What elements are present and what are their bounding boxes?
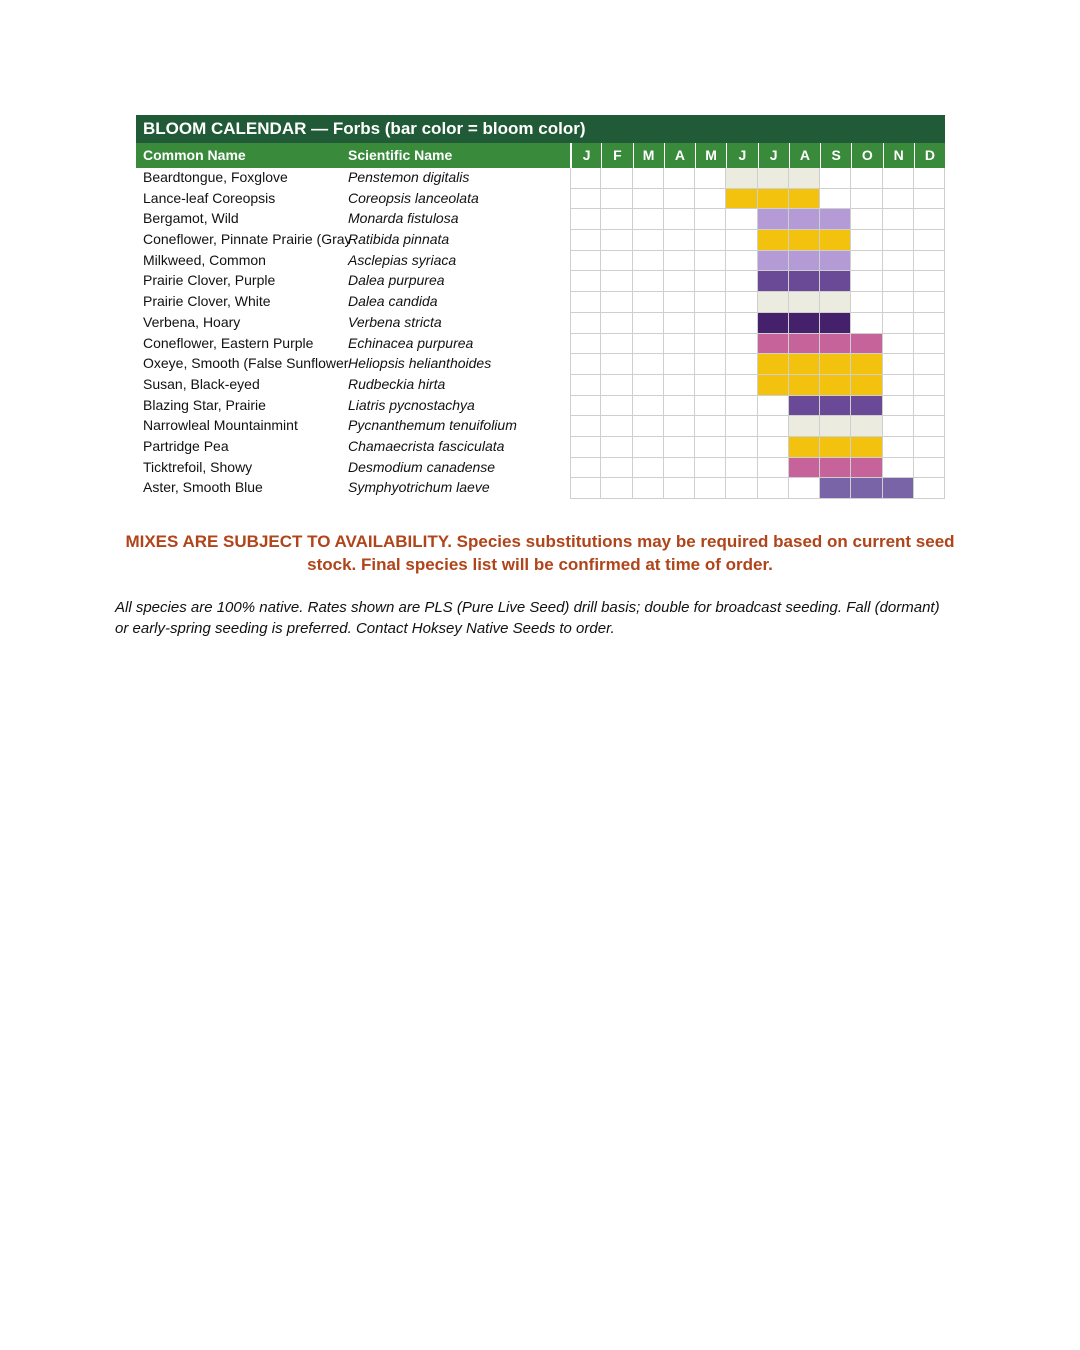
scientific-name: Rudbeckia hirta (348, 375, 446, 392)
empty-cell (726, 437, 757, 458)
empty-cell (914, 334, 945, 355)
common-name: Coneflower, Pinnate Prairie (Gray (143, 231, 352, 248)
common-name: Beardtongue, Foxglove (143, 169, 288, 185)
scientific-name: Heliopsis helianthoides (348, 355, 492, 372)
empty-cell (726, 251, 757, 272)
species-row (136, 230, 945, 251)
bloom-months (570, 437, 945, 458)
empty-cell (601, 251, 632, 272)
bloom-cell (851, 375, 882, 396)
bloom-cell (789, 168, 820, 189)
empty-cell (883, 292, 914, 313)
species-row (136, 396, 945, 417)
calendar-header-row (136, 143, 945, 168)
empty-cell (633, 230, 664, 251)
empty-cell (664, 313, 695, 334)
scientific-name: Chamaecrista fasciculata (348, 437, 505, 454)
empty-cell (726, 209, 757, 230)
empty-cell (570, 375, 601, 396)
bloom-cell (820, 313, 851, 334)
empty-cell (633, 251, 664, 272)
empty-cell (695, 334, 726, 355)
empty-cell (758, 416, 789, 437)
empty-cell (633, 292, 664, 313)
bloom-months (570, 396, 945, 417)
common-name: Verbena, Hoary (143, 313, 241, 330)
empty-cell (601, 209, 632, 230)
empty-cell (633, 396, 664, 417)
bloom-cell (851, 354, 882, 375)
bloom-months (570, 334, 945, 355)
empty-cell (570, 271, 601, 292)
empty-cell (664, 292, 695, 313)
empty-cell (664, 396, 695, 417)
scientific-name: Asclepias syriaca (348, 251, 457, 268)
empty-cell (914, 437, 945, 458)
empty-cell (601, 416, 632, 437)
empty-cell (726, 313, 757, 334)
scientific-name: Dalea candida (348, 293, 438, 310)
empty-cell (914, 375, 945, 396)
empty-cell (570, 437, 601, 458)
empty-cell (664, 478, 695, 499)
empty-cell (601, 334, 632, 355)
scientific-name: Dalea purpurea (348, 272, 445, 289)
empty-cell (695, 437, 726, 458)
species-row (136, 251, 945, 272)
empty-cell (758, 458, 789, 479)
empty-cell (633, 375, 664, 396)
bloom-cell (820, 251, 851, 272)
bloom-cell (789, 354, 820, 375)
empty-cell (664, 437, 695, 458)
scientific-name: Echinacea purpurea (348, 334, 474, 351)
empty-cell (914, 458, 945, 479)
empty-cell (914, 230, 945, 251)
bloom-months (570, 458, 945, 479)
species-row (136, 209, 945, 230)
species-row (136, 416, 945, 437)
month-header: A (789, 143, 820, 168)
month-header: S (820, 143, 851, 168)
empty-cell (851, 168, 882, 189)
empty-cell (695, 209, 726, 230)
empty-cell (601, 292, 632, 313)
empty-cell (883, 334, 914, 355)
empty-cell (758, 437, 789, 458)
bloom-cell (820, 375, 851, 396)
bloom-cell (758, 292, 789, 313)
bloom-cell (789, 251, 820, 272)
empty-cell (570, 292, 601, 313)
species-row (136, 313, 945, 334)
empty-cell (726, 354, 757, 375)
bloom-cell (820, 292, 851, 313)
common-name: Milkweed, Common (143, 251, 266, 268)
bloom-months (570, 416, 945, 437)
empty-cell (914, 478, 945, 499)
bloom-cell (820, 230, 851, 251)
bloom-months (570, 271, 945, 292)
empty-cell (633, 189, 664, 210)
empty-cell (695, 416, 726, 437)
scientific-name: Verbena stricta (348, 313, 442, 330)
empty-cell (726, 478, 757, 499)
common-name-header: Common Name (143, 147, 246, 163)
empty-cell (758, 478, 789, 499)
empty-cell (726, 292, 757, 313)
empty-cell (633, 168, 664, 189)
bloom-cell (820, 437, 851, 458)
empty-cell (914, 354, 945, 375)
bloom-months (570, 313, 945, 334)
bloom-cell (789, 416, 820, 437)
empty-cell (726, 416, 757, 437)
empty-cell (726, 396, 757, 417)
bloom-cell (789, 375, 820, 396)
empty-cell (601, 230, 632, 251)
empty-cell (695, 478, 726, 499)
bloom-cell (789, 458, 820, 479)
common-name: Prairie Clover, White (143, 293, 271, 310)
empty-cell (695, 375, 726, 396)
common-name: Lance-leaf Coreopsis (143, 189, 276, 206)
bloom-cell (789, 209, 820, 230)
bloom-cell (820, 396, 851, 417)
common-name: Aster, Smooth Blue (143, 479, 263, 496)
species-row (136, 189, 945, 210)
empty-cell (883, 209, 914, 230)
empty-cell (570, 209, 601, 230)
empty-cell (664, 230, 695, 251)
empty-cell (883, 251, 914, 272)
scientific-name: Pycnanthemum tenuifolium (348, 417, 517, 434)
availability-notice: MIXES ARE SUBJECT TO AVAILABILITY. Species substitutions may be required based on current seed stock. Final species list will be confirmed at time of order. (125, 532, 955, 574)
month-header: O (851, 143, 882, 168)
empty-cell (664, 189, 695, 210)
empty-cell (851, 313, 882, 334)
empty-cell (664, 251, 695, 272)
calendar-title: BLOOM CALENDAR — Forbs (bar color = bloom color) (136, 115, 945, 143)
common-name: Ticktrefoil, Showy (143, 458, 253, 475)
empty-cell (851, 230, 882, 251)
empty-cell (601, 189, 632, 210)
bloom-cell (789, 271, 820, 292)
bloom-cell (789, 396, 820, 417)
empty-cell (883, 416, 914, 437)
empty-cell (695, 313, 726, 334)
empty-cell (601, 354, 632, 375)
empty-cell (695, 271, 726, 292)
empty-cell (789, 478, 820, 499)
bloom-cell (758, 375, 789, 396)
month-header: M (633, 143, 664, 168)
empty-cell (726, 458, 757, 479)
month-header: M (695, 143, 726, 168)
bloom-cell (758, 168, 789, 189)
bloom-cell (758, 271, 789, 292)
scientific-name: Penstemon digitalis (348, 169, 470, 185)
empty-cell (851, 209, 882, 230)
species-row (136, 458, 945, 479)
month-headers (570, 143, 945, 168)
scientific-name: Desmodium canadense (348, 458, 496, 475)
bloom-months (570, 478, 945, 499)
empty-cell (695, 230, 726, 251)
bloom-cell (789, 334, 820, 355)
empty-cell (570, 334, 601, 355)
bloom-cell (820, 354, 851, 375)
empty-cell (758, 396, 789, 417)
empty-cell (726, 334, 757, 355)
bloom-cell (851, 416, 882, 437)
bloom-cell (820, 209, 851, 230)
empty-cell (695, 292, 726, 313)
common-name: Narrowleal Mountainmint (143, 417, 298, 434)
bloom-cell (820, 478, 851, 499)
bloom-cell (758, 189, 789, 210)
species-row (136, 168, 945, 189)
empty-cell (601, 313, 632, 334)
empty-cell (601, 271, 632, 292)
empty-cell (570, 313, 601, 334)
empty-cell (664, 271, 695, 292)
empty-cell (570, 251, 601, 272)
species-rows (136, 168, 945, 499)
bloom-cell (789, 189, 820, 210)
bloom-months (570, 292, 945, 313)
month-header: J (726, 143, 757, 168)
bloom-cell (851, 334, 882, 355)
bloom-cell (758, 251, 789, 272)
bloom-cell (820, 334, 851, 355)
species-row (136, 375, 945, 396)
empty-cell (914, 292, 945, 313)
empty-cell (914, 416, 945, 437)
empty-cell (570, 458, 601, 479)
empty-cell (883, 168, 914, 189)
bloom-cell (883, 478, 914, 499)
empty-cell (914, 209, 945, 230)
empty-cell (695, 458, 726, 479)
empty-cell (570, 396, 601, 417)
seeding-footnote: All species are 100% native. Rates shown are PLS (Pure Live Seed) drill basis; double for broadcast seeding. Fall (dormant) or early-spring seeding is preferred. Contact Hoksey Native Seeds to order. (115, 599, 940, 637)
empty-cell (633, 437, 664, 458)
empty-cell (601, 478, 632, 499)
bloom-months (570, 189, 945, 210)
bloom-cell (789, 292, 820, 313)
bloom-cell (758, 354, 789, 375)
empty-cell (914, 271, 945, 292)
empty-cell (695, 189, 726, 210)
species-row (136, 271, 945, 292)
empty-cell (883, 437, 914, 458)
bloom-months (570, 375, 945, 396)
scientific-name-header: Scientific Name (348, 147, 453, 163)
empty-cell (695, 354, 726, 375)
common-name: Coneflower, Eastern Purple (143, 334, 314, 351)
empty-cell (726, 271, 757, 292)
empty-cell (883, 458, 914, 479)
empty-cell (570, 168, 601, 189)
species-row (136, 292, 945, 313)
common-name: Blazing Star, Prairie (143, 396, 266, 413)
empty-cell (664, 458, 695, 479)
empty-cell (633, 478, 664, 499)
empty-cell (914, 396, 945, 417)
bloom-cell (789, 437, 820, 458)
empty-cell (570, 354, 601, 375)
empty-cell (883, 189, 914, 210)
empty-cell (883, 354, 914, 375)
empty-cell (633, 334, 664, 355)
empty-cell (883, 230, 914, 251)
empty-cell (570, 189, 601, 210)
empty-cell (851, 292, 882, 313)
scientific-name: Ratibida pinnata (348, 231, 450, 248)
empty-cell (664, 209, 695, 230)
bloom-months (570, 354, 945, 375)
empty-cell (633, 354, 664, 375)
bloom-cell (726, 189, 757, 210)
empty-cell (851, 271, 882, 292)
scientific-name: Monarda fistulosa (348, 210, 459, 227)
empty-cell (633, 458, 664, 479)
bloom-cell (851, 396, 882, 417)
species-row (136, 437, 945, 458)
bloom-cell (789, 230, 820, 251)
bloom-cell (851, 458, 882, 479)
bloom-cell (851, 478, 882, 499)
empty-cell (883, 375, 914, 396)
bloom-cell (820, 458, 851, 479)
empty-cell (633, 271, 664, 292)
empty-cell (914, 168, 945, 189)
empty-cell (883, 313, 914, 334)
bloom-months (570, 230, 945, 251)
bloom-calendar (136, 115, 945, 499)
common-name: Partridge Pea (143, 437, 229, 454)
empty-cell (883, 396, 914, 417)
empty-cell (664, 416, 695, 437)
empty-cell (883, 271, 914, 292)
bloom-cell (758, 313, 789, 334)
empty-cell (664, 354, 695, 375)
bloom-cell (851, 437, 882, 458)
common-name: Prairie Clover, Purple (143, 272, 276, 289)
empty-cell (851, 251, 882, 272)
empty-cell (914, 189, 945, 210)
scientific-name: Liatris pycnostachya (348, 396, 475, 413)
species-row (136, 478, 945, 499)
empty-cell (633, 416, 664, 437)
species-row (136, 354, 945, 375)
scientific-name: Symphyotrichum laeve (348, 479, 490, 496)
bloom-cell (758, 230, 789, 251)
bloom-cell (758, 334, 789, 355)
empty-cell (601, 458, 632, 479)
empty-cell (633, 313, 664, 334)
bloom-months (570, 168, 945, 189)
bloom-cell (758, 209, 789, 230)
scientific-name: Coreopsis lanceolata (348, 189, 479, 206)
bloom-cell (789, 313, 820, 334)
empty-cell (820, 189, 851, 210)
empty-cell (726, 375, 757, 396)
month-header: J (758, 143, 789, 168)
month-header: N (883, 143, 914, 168)
month-header: J (570, 143, 601, 168)
common-name: Oxeye, Smooth (False Sunflower (143, 355, 349, 372)
empty-cell (695, 251, 726, 272)
empty-cell (695, 168, 726, 189)
month-header: D (914, 143, 945, 168)
empty-cell (851, 189, 882, 210)
empty-cell (601, 437, 632, 458)
common-name: Susan, Black-eyed (143, 375, 260, 392)
empty-cell (601, 375, 632, 396)
empty-cell (664, 168, 695, 189)
empty-cell (570, 416, 601, 437)
common-name: Bergamot, Wild (143, 210, 239, 227)
empty-cell (695, 396, 726, 417)
bloom-months (570, 251, 945, 272)
month-header: A (664, 143, 695, 168)
bloom-cell (726, 168, 757, 189)
bloom-cell (820, 271, 851, 292)
empty-cell (601, 168, 632, 189)
empty-cell (570, 230, 601, 251)
empty-cell (601, 396, 632, 417)
empty-cell (914, 251, 945, 272)
empty-cell (914, 313, 945, 334)
bloom-months (570, 209, 945, 230)
empty-cell (570, 478, 601, 499)
empty-cell (820, 168, 851, 189)
species-row (136, 334, 945, 355)
empty-cell (664, 375, 695, 396)
empty-cell (664, 334, 695, 355)
empty-cell (726, 230, 757, 251)
bloom-cell (820, 416, 851, 437)
month-header: F (601, 143, 632, 168)
empty-cell (633, 209, 664, 230)
